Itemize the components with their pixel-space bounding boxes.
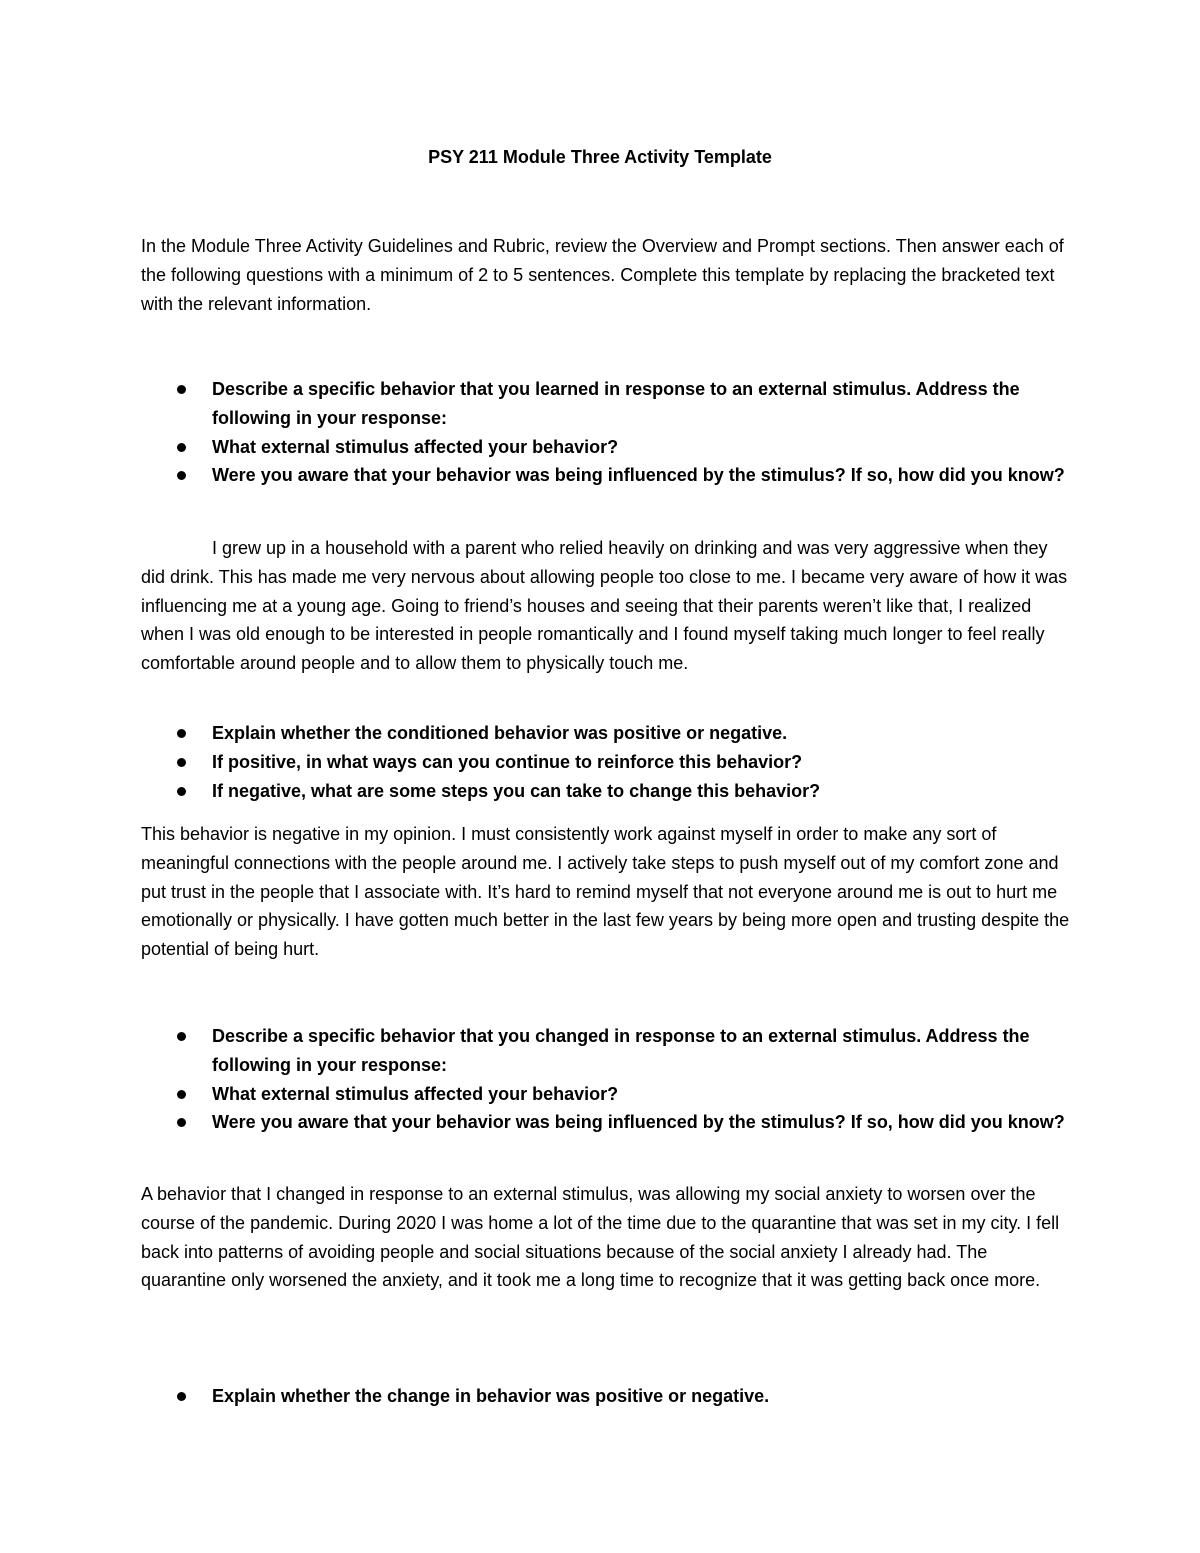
bullet-icon: [177, 1118, 186, 1127]
bullet-icon: [177, 758, 186, 767]
list-item: Were you aware that your behavior was being influenced by the stimulus? If so, how did you know?: [141, 461, 1071, 490]
bullet-icon: [177, 1090, 186, 1099]
bullet-icon: [177, 787, 186, 796]
list-item: Explain whether the conditioned behavior was positive or negative.: [141, 719, 1071, 748]
list-item: Describe a specific behavior that you learned in response to an external stimulus. Address the following in your response:: [141, 375, 1071, 433]
section3-bullet-list: [141, 1022, 1071, 1137]
list-item: Explain whether the change in behavior was positive or negative.: [141, 1382, 1071, 1411]
bullet-icon: [177, 443, 186, 452]
document-title: PSY 211 Module Three Activity Template: [428, 147, 772, 167]
list-item: Were you aware that your behavior was being influenced by the stimulus? If so, how did you know?: [141, 1108, 1071, 1137]
bullet-icon: [177, 471, 186, 480]
bullet-icon: [177, 385, 186, 394]
section3-answer: A behavior that I changed in response to an external stimulus, was allowing my social anxiety to worsen over the course of the pandemic. During 2020 I was home a lot of the time due to the quarantine that was set in my city. I fell back into patterns of avoiding people and social situations because of the social anxiety I already had. The quarantine only worsened the anxiety, and it took me a long time to recognize that it was getting back once more.: [141, 1184, 1060, 1291]
list-item: Describe a specific behavior that you changed in response to an external stimulus. Address the following in your response:: [141, 1022, 1071, 1080]
bullet-icon: [177, 1032, 186, 1041]
bullet-icon: [177, 729, 186, 738]
section4-bullet-list: [141, 1382, 1071, 1411]
list-item: If positive, in what ways can you continue to reinforce this behavior?: [141, 748, 1071, 777]
list-item: What external stimulus affected your behavior?: [141, 1080, 1071, 1109]
list-item: What external stimulus affected your behavior?: [141, 433, 1071, 462]
section1-bullet-list: [141, 375, 1071, 490]
bullet-icon: [177, 1392, 186, 1401]
list-item: If negative, what are some steps you can take to change this behavior?: [141, 777, 1071, 806]
section1-answer: I grew up in a household with a parent who relied heavily on drinking and was very aggressive when they did drink. This has made me very nervous about allowing people too close to me. I became very aware of how it was influencing me at a young age. Going to friend’s houses and seeing that their parents weren’t like that, I realized when I was old enough to be interested in people romantically and I found myself taking much longer to feel really comfortable around people and to allow them to physically touch me.: [141, 538, 1068, 674]
intro-paragraph: In the Module Three Activity Guidelines and Rubric, review the Overview and Prompt sections. Then answer each of the following questions with a minimum of 2 to 5 sentences. Complete this template by replacing the bracketed text with the relevant information.: [141, 236, 1064, 314]
section2-answer: This behavior is negative in my opinion. I must consistently work against myself in order to make any sort of meaningful connections with the people around me. I actively take steps to push myself out of my comfort zone and put trust in the people that I associate with. It’s hard to remind myself that not everyone around me is out to hurt me emotionally or physically. I have gotten much better in the last few years by being more open and trusting despite the potential of being hurt.: [141, 824, 1070, 960]
section2-bullet-list: [141, 719, 1071, 805]
